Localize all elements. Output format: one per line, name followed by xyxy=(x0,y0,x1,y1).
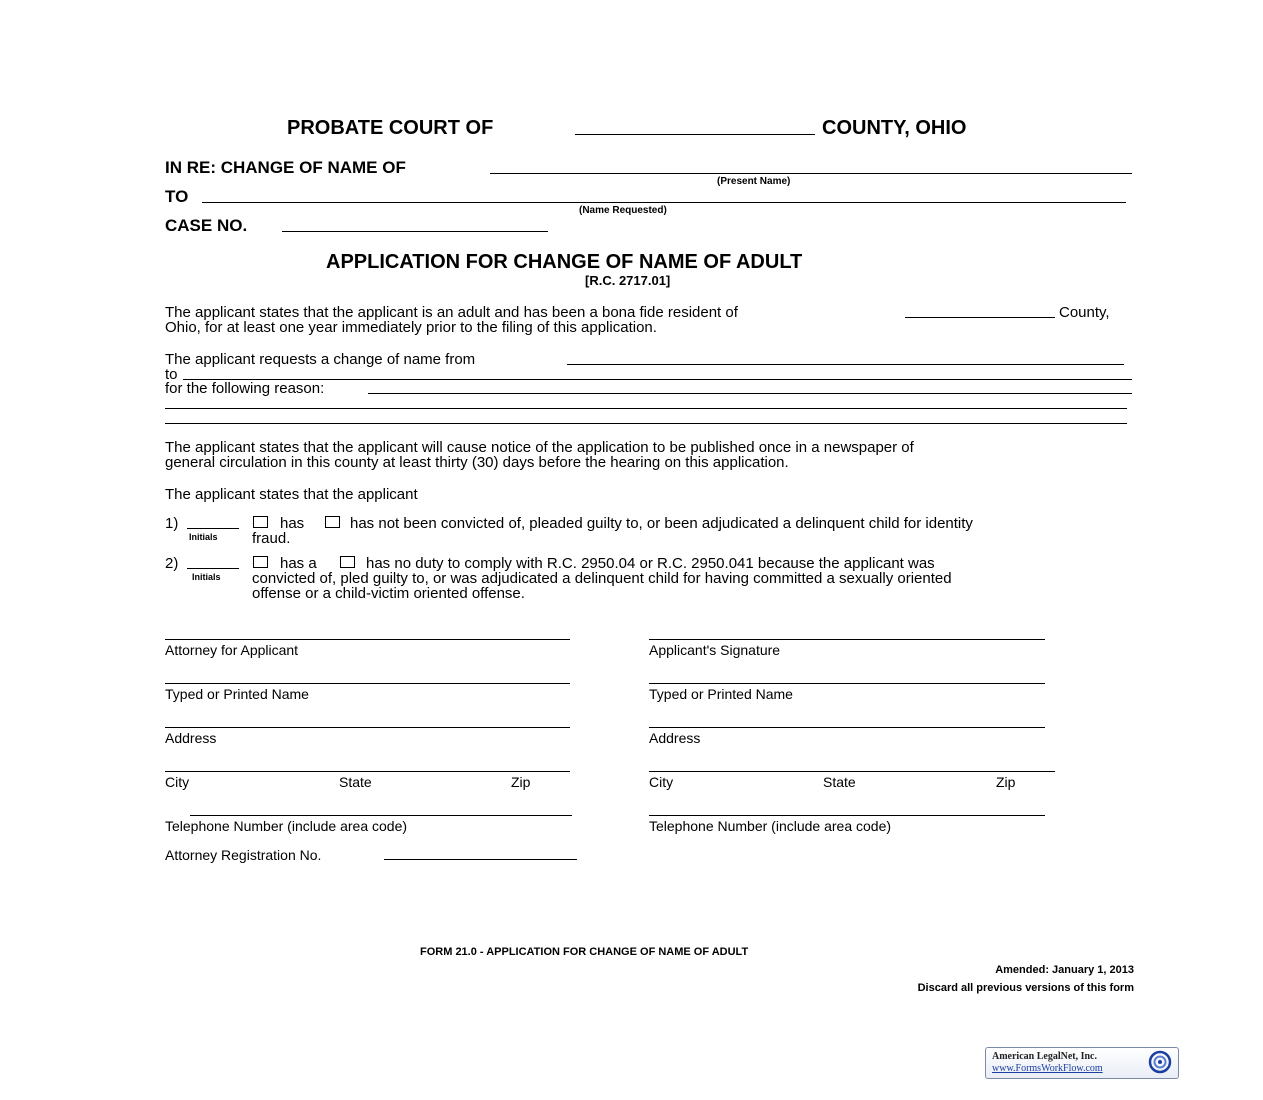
american-legalnet-logo[interactable] xyxy=(985,1047,1179,1079)
request-to-blank[interactable] xyxy=(183,379,1132,380)
residency-text: The applicant states that the applicant is an adult and has been a bona fide resident of xyxy=(165,304,738,321)
item-2-line2: convicted of, pled guilty to, or was adjudicated a delinquent child for having committed a sexually oriented xyxy=(252,570,952,587)
request-from-label: The applicant requests a change of name from xyxy=(165,351,476,368)
item-1-initials-blank[interactable] xyxy=(187,528,239,529)
case-no-label: CASE NO. xyxy=(165,216,248,235)
applicant-signature-line[interactable] xyxy=(649,639,1045,640)
item-1-has-not-checkbox[interactable] xyxy=(325,516,340,528)
attorney-telephone-label: Telephone Number (include area code) xyxy=(165,818,408,834)
in-re-label: IN RE: CHANGE OF NAME OF xyxy=(165,158,406,177)
present-name-blank[interactable] xyxy=(490,173,1132,174)
attorney-address-line[interactable] xyxy=(165,727,570,728)
item-1-option-a: has xyxy=(280,515,305,532)
item-2-initials-caption: Initials xyxy=(192,572,221,582)
attorney-zip-label: Zip xyxy=(511,774,531,790)
item-2-line3: offense or a child-victim oriented offense. xyxy=(252,585,525,602)
case-no-blank[interactable] xyxy=(282,231,548,232)
reason-blank-3[interactable] xyxy=(165,423,1127,424)
present-name-caption: (Present Name) xyxy=(717,176,791,187)
applicant-zip-label: Zip xyxy=(996,774,1016,790)
attorney-city-line[interactable] xyxy=(165,771,570,772)
court-prefix: PROBATE COURT OF xyxy=(287,117,494,139)
item-1-initials-caption: Initials xyxy=(189,532,218,542)
item-2-option-b: has no duty to comply with R.C. 2950.04 or R.C. 2950.041 because the applicant was xyxy=(366,555,935,572)
applicant-state-label: State xyxy=(823,774,856,790)
attorney-registration-blank[interactable] xyxy=(384,859,577,860)
notice-text-line2: general circulation in this county at least thirty (30) days before the hearing on this application. xyxy=(165,454,789,471)
item-2-has-no-checkbox[interactable] xyxy=(340,556,355,568)
request-to-label: to xyxy=(165,366,178,383)
item-2-initials-blank[interactable] xyxy=(187,568,239,569)
item-1-has-checkbox[interactable] xyxy=(253,516,268,528)
residency-county-blank[interactable] xyxy=(905,317,1055,318)
name-requested-caption: (Name Requested) xyxy=(579,205,667,216)
discard-notice: Discard all previous versions of this form xyxy=(917,982,1134,994)
item-2-has-a-checkbox[interactable] xyxy=(253,556,268,568)
form-id: FORM 21.0 - APPLICATION FOR CHANGE OF NAME OF ADULT xyxy=(420,946,749,958)
attorney-telephone-line[interactable] xyxy=(190,815,572,816)
item-1-option-b: has not been convicted of, pleaded guilty to, or been adjudicated a delinquent child for identity xyxy=(350,515,973,532)
attorney-state-label: State xyxy=(339,774,372,790)
applicant-telephone-line[interactable] xyxy=(649,815,1045,816)
applicant-city-label: City xyxy=(649,774,674,790)
request-from-blank[interactable] xyxy=(567,364,1124,365)
attorney-label: Attorney for Applicant xyxy=(165,642,299,658)
applicant-typed-name-label: Typed or Printed Name xyxy=(649,686,793,702)
amended-date: Amended: January 1, 2013 xyxy=(995,964,1134,976)
attorney-city-label: City xyxy=(165,774,190,790)
statute-reference: [R.C. 2717.01] xyxy=(585,273,671,288)
notice-text-line1: The applicant states that the applicant will cause notice of the application to be published once in a newspaper of xyxy=(165,439,914,456)
logo-url[interactable]: www.FormsWorkFlow.com xyxy=(992,1063,1103,1074)
applicant-states-intro: The applicant states that the applicant xyxy=(165,486,418,503)
item-2-option-a: has a xyxy=(280,555,317,572)
attorney-registration-label: Attorney Registration No. xyxy=(165,847,322,863)
applicant-signature-label: Applicant's Signature xyxy=(649,642,781,658)
attorney-typed-name-line[interactable] xyxy=(165,683,570,684)
name-requested-blank[interactable] xyxy=(202,202,1126,203)
county-blank[interactable] xyxy=(575,134,815,135)
item-2-number: 2) xyxy=(165,555,179,572)
globe-swirl-icon xyxy=(1148,1050,1172,1074)
applicant-typed-name-line[interactable] xyxy=(649,683,1045,684)
form-title: APPLICATION FOR CHANGE OF NAME OF ADULT xyxy=(326,251,803,273)
logo-company-name: American LegalNet, Inc. xyxy=(992,1051,1097,1062)
residency-county-label: County, xyxy=(1059,304,1110,321)
attorney-signature-line[interactable] xyxy=(165,639,570,640)
reason-blank-2[interactable] xyxy=(165,408,1127,409)
item-1-number: 1) xyxy=(165,515,179,532)
item-1-line2: fraud. xyxy=(252,530,291,547)
applicant-address-line[interactable] xyxy=(649,727,1045,728)
request-reason-label: for the following reason: xyxy=(165,380,325,397)
to-label: TO xyxy=(165,187,189,206)
residency-text-line2: Ohio, for at least one year immediately prior to the filing of this application. xyxy=(165,319,657,336)
court-suffix: COUNTY, OHIO xyxy=(822,117,967,139)
attorney-typed-name-label: Typed or Printed Name xyxy=(165,686,309,702)
reason-blank-1[interactable] xyxy=(368,393,1132,394)
attorney-address-label: Address xyxy=(165,730,217,746)
applicant-city-line[interactable] xyxy=(649,771,1055,772)
applicant-address-label: Address xyxy=(649,730,701,746)
applicant-telephone-label: Telephone Number (include area code) xyxy=(649,818,892,834)
